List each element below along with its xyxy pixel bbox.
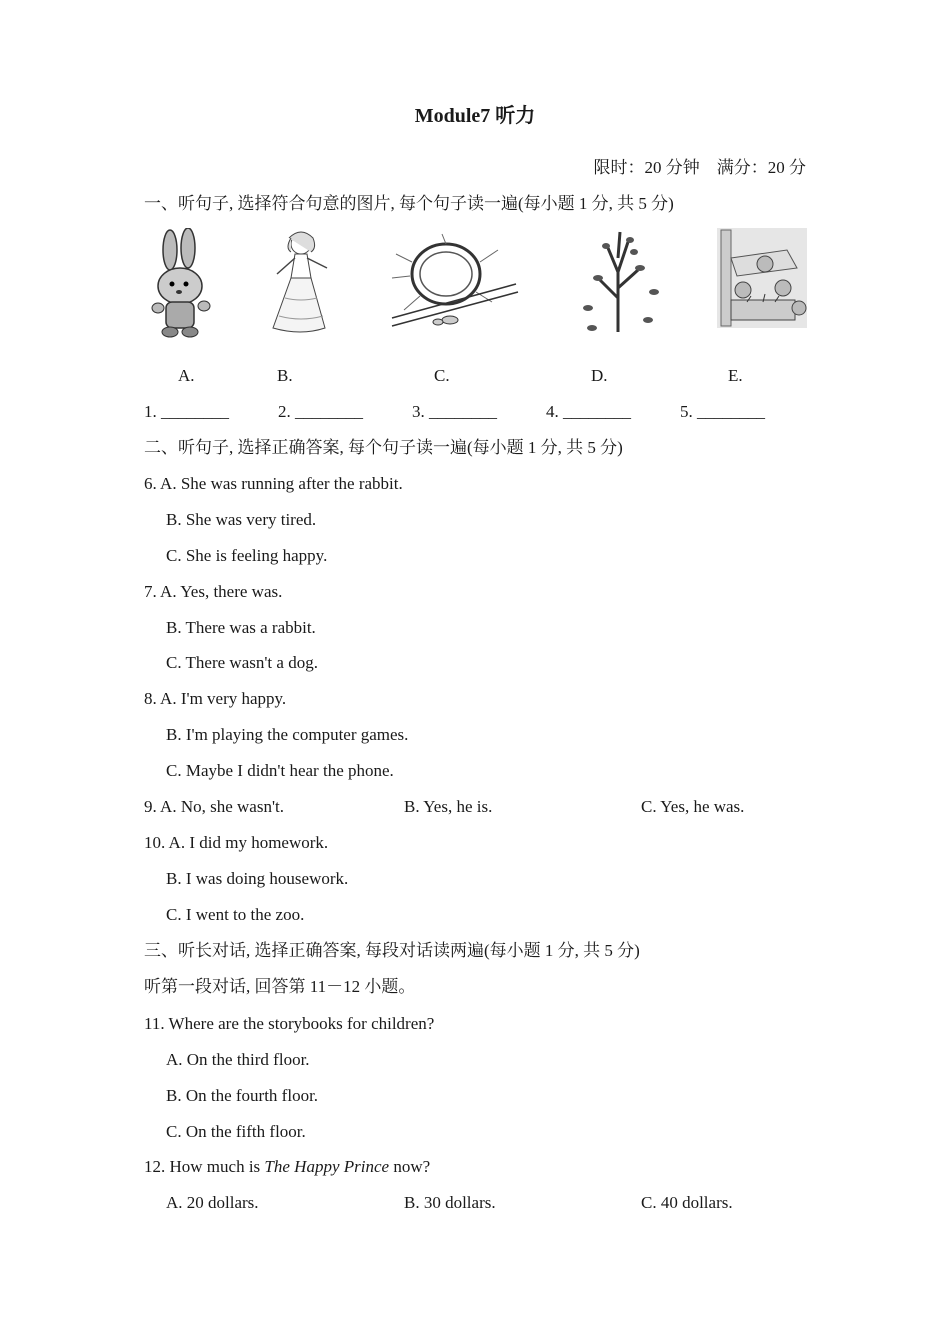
question-9-option-a: 9. A. No, she wasn't. [144,797,285,816]
tea-party-icon [717,228,807,328]
page-title: Module7 听力 [414,105,536,127]
girl-in-dress-icon [265,228,337,336]
section2-heading: 二、听句子, 选择正确答案, 每个句子读一遍(每小题 1 分, 共 5 分) [144,438,623,457]
question-11-option-b: B. On the fourth floor. [166,1086,319,1105]
rabbit-hole-icon [390,232,520,330]
answer-blank[interactable]: 1. ________ [144,402,229,421]
question-12-option-c: C. 40 dollars. [641,1193,733,1212]
question-12-prefix: 12. How much is [144,1157,265,1176]
section3-intro: 听第一段对话, 回答第 11－12 小题。 [144,977,416,996]
answer-blank[interactable]: 5. ________ [680,402,765,421]
question-11-option-a: A. On the third floor. [166,1050,310,1069]
question-11-stem: 11. Where are the storybooks for children? [144,1014,435,1033]
answer-blank[interactable]: 4. ________ [546,402,631,421]
question-8-option-a: 8. A. I'm very happy. [144,689,287,708]
answer-blank[interactable]: 3. ________ [412,402,497,421]
question-12-suffix: now? [389,1157,431,1176]
answer-blank[interactable]: 2. ________ [278,402,363,421]
question-10-option-a: 10. A. I did my homework. [144,833,329,852]
question-12-option-a: A. 20 dollars. [166,1193,259,1212]
time-score-info: 限时：20 分钟 满分：20 分 [593,158,806,177]
section3-heading: 三、听长对话, 选择正确答案, 每段对话读两遍(每小题 1 分, 共 5 分) [144,941,640,960]
question-7-option-c: C. There wasn't a dog. [166,653,318,672]
picture-label: A. [178,366,195,385]
question-11-option-c: C. On the fifth floor. [166,1122,306,1141]
question-6-option-c: C. She is feeling happy. [166,546,328,565]
question-8-option-c: C. Maybe I didn't hear the phone. [166,761,394,780]
question-10-option-c: C. I went to the zoo. [166,905,305,924]
rabbit-toy-icon [150,228,212,338]
question-7-option-b: B. There was a rabbit. [166,618,316,637]
question-9-option-c: C. Yes, he was. [641,797,745,816]
question-9-option-b: B. Yes, he is. [404,797,493,816]
question-7-option-a: 7. A. Yes, there was. [144,582,283,601]
picture-label: C. [434,366,450,385]
question-12-option-b: B. 30 dollars. [404,1193,496,1212]
question-10-option-b: B. I was doing housework. [166,869,349,888]
question-6-option-a: 6. A. She was running after the rabbit. [144,474,403,493]
section1-heading: 一、听句子, 选择符合句意的图片, 每个句子读一遍(每小题 1 分, 共 5 分) [144,194,674,213]
question-6-option-b: B. She was very tired. [166,510,317,529]
question-8-option-b: B. I'm playing the computer games. [166,725,409,744]
tree-icon [578,228,662,334]
book-title: The Happy Prince [264,1157,390,1176]
picture-label: B. [277,366,293,385]
question-12-stem [144,1157,430,1177]
picture-label: E. [728,366,743,385]
picture-label: D. [591,366,608,385]
